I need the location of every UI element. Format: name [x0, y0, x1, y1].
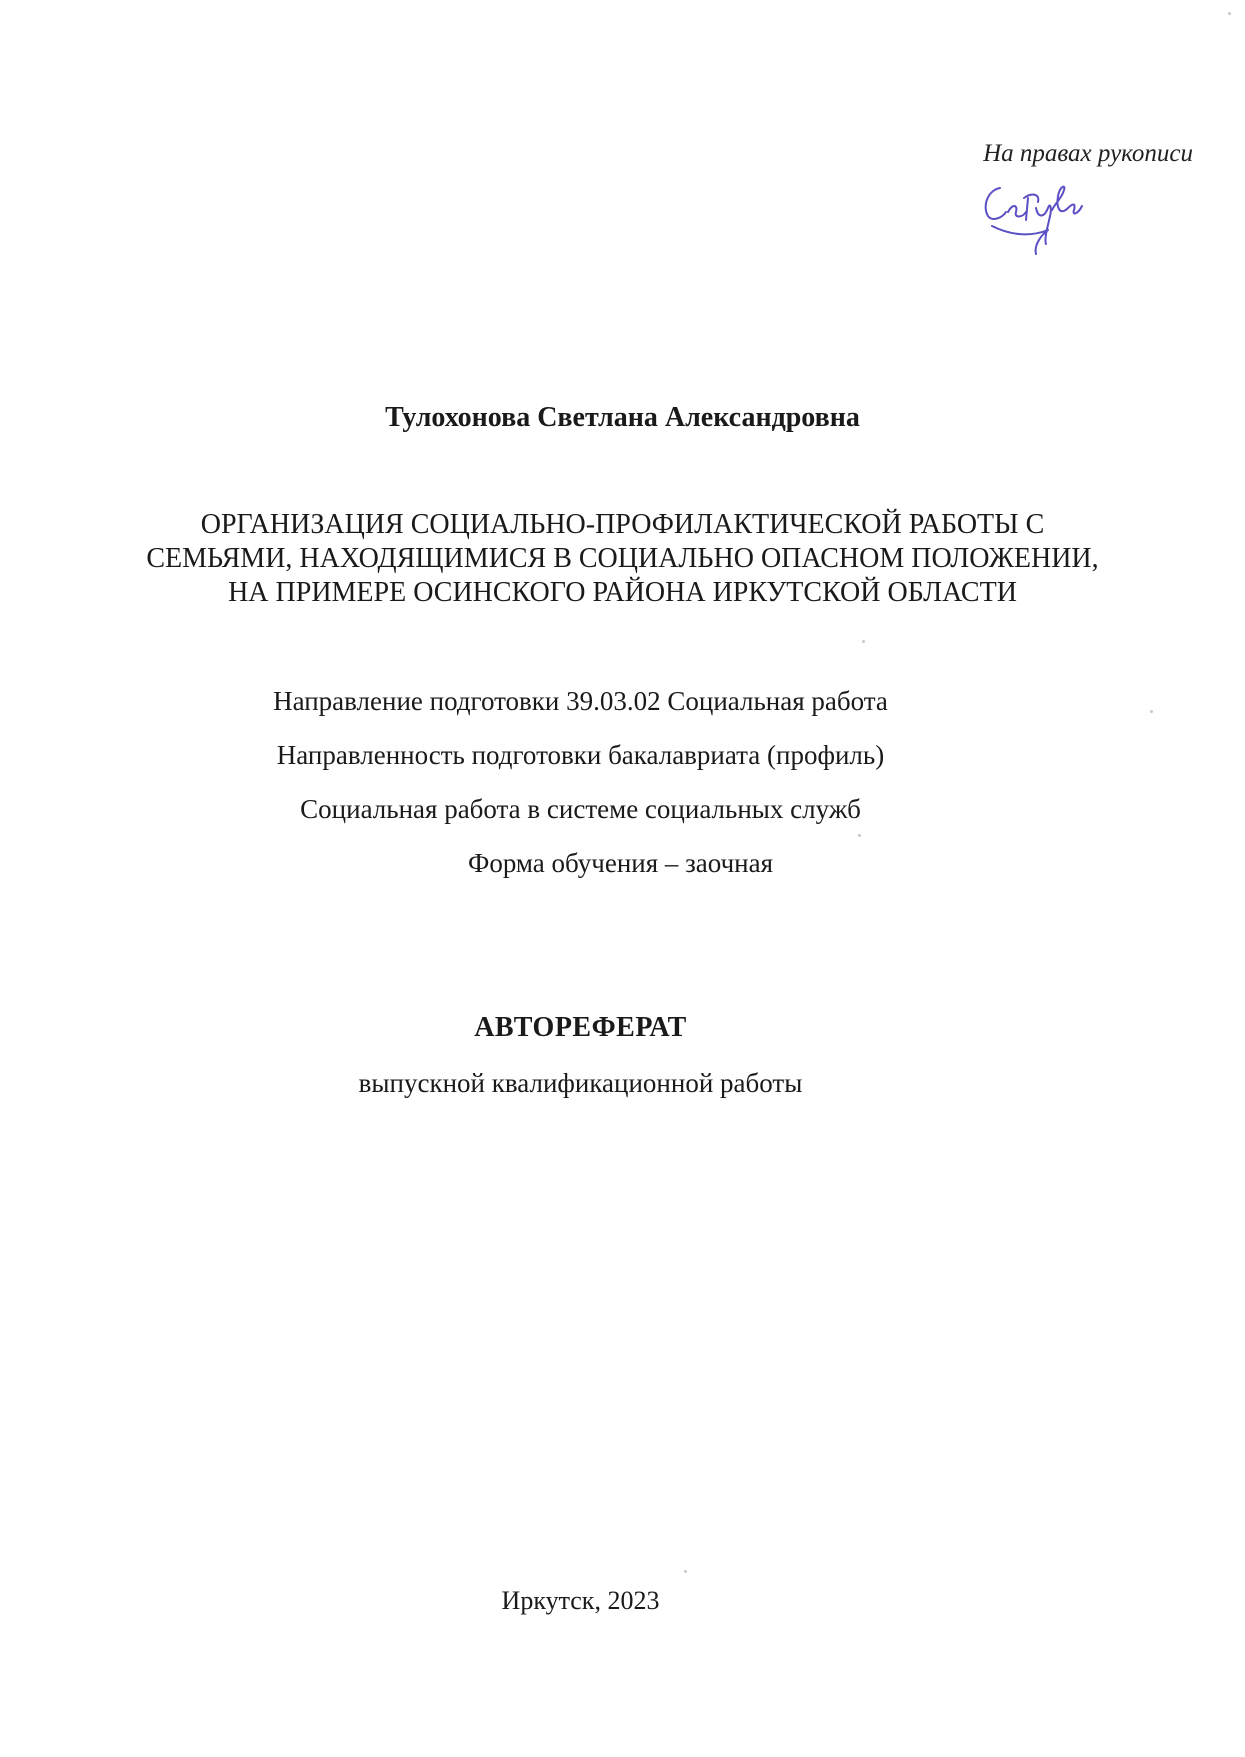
study-orientation: Направленность подготовки бакалавриата (профиль) — [276, 740, 885, 770]
document-type: АВТОРЕФЕРАТ — [474, 1012, 687, 1043]
scan-speck — [862, 640, 865, 643]
place-and-year: Иркутск, 2023 — [501, 1586, 660, 1615]
title-line: НА ПРИМЕРЕ ОСИНСКОГО РАЙОНА ИРКУТСКОЙ ОБЛАСТИ — [228, 577, 1017, 608]
work-title — [0, 508, 1245, 610]
document-subtype: выпускной квалификационной работы — [358, 1068, 803, 1098]
rights-note: На правах рукописи — [983, 140, 1193, 167]
title-line: ОРГАНИЗАЦИЯ СОЦИАЛЬНО-ПРОФИЛАКТИЧЕСКОЙ РАБОТЫ С — [200, 509, 1045, 540]
author-name: Тулохонова Светлана Александровна — [385, 402, 860, 433]
handwritten-signature — [978, 168, 1098, 278]
scan-speck — [684, 1570, 687, 1573]
study-profile: Социальная работа в системе социальных служб — [300, 794, 861, 824]
study-direction: Направление подготовки 39.03.02 Социальная работа — [273, 686, 888, 716]
study-form: Форма обучения – заочная — [467, 848, 774, 878]
scan-speck — [858, 834, 861, 837]
scan-speck — [1228, 12, 1231, 15]
title-line: СЕМЬЯМИ, НАХОДЯЩИМИСЯ В СОЦИАЛЬНО ОПАСНОМ ПОЛОЖЕНИИ, — [146, 543, 1099, 574]
scan-speck — [1150, 710, 1153, 713]
